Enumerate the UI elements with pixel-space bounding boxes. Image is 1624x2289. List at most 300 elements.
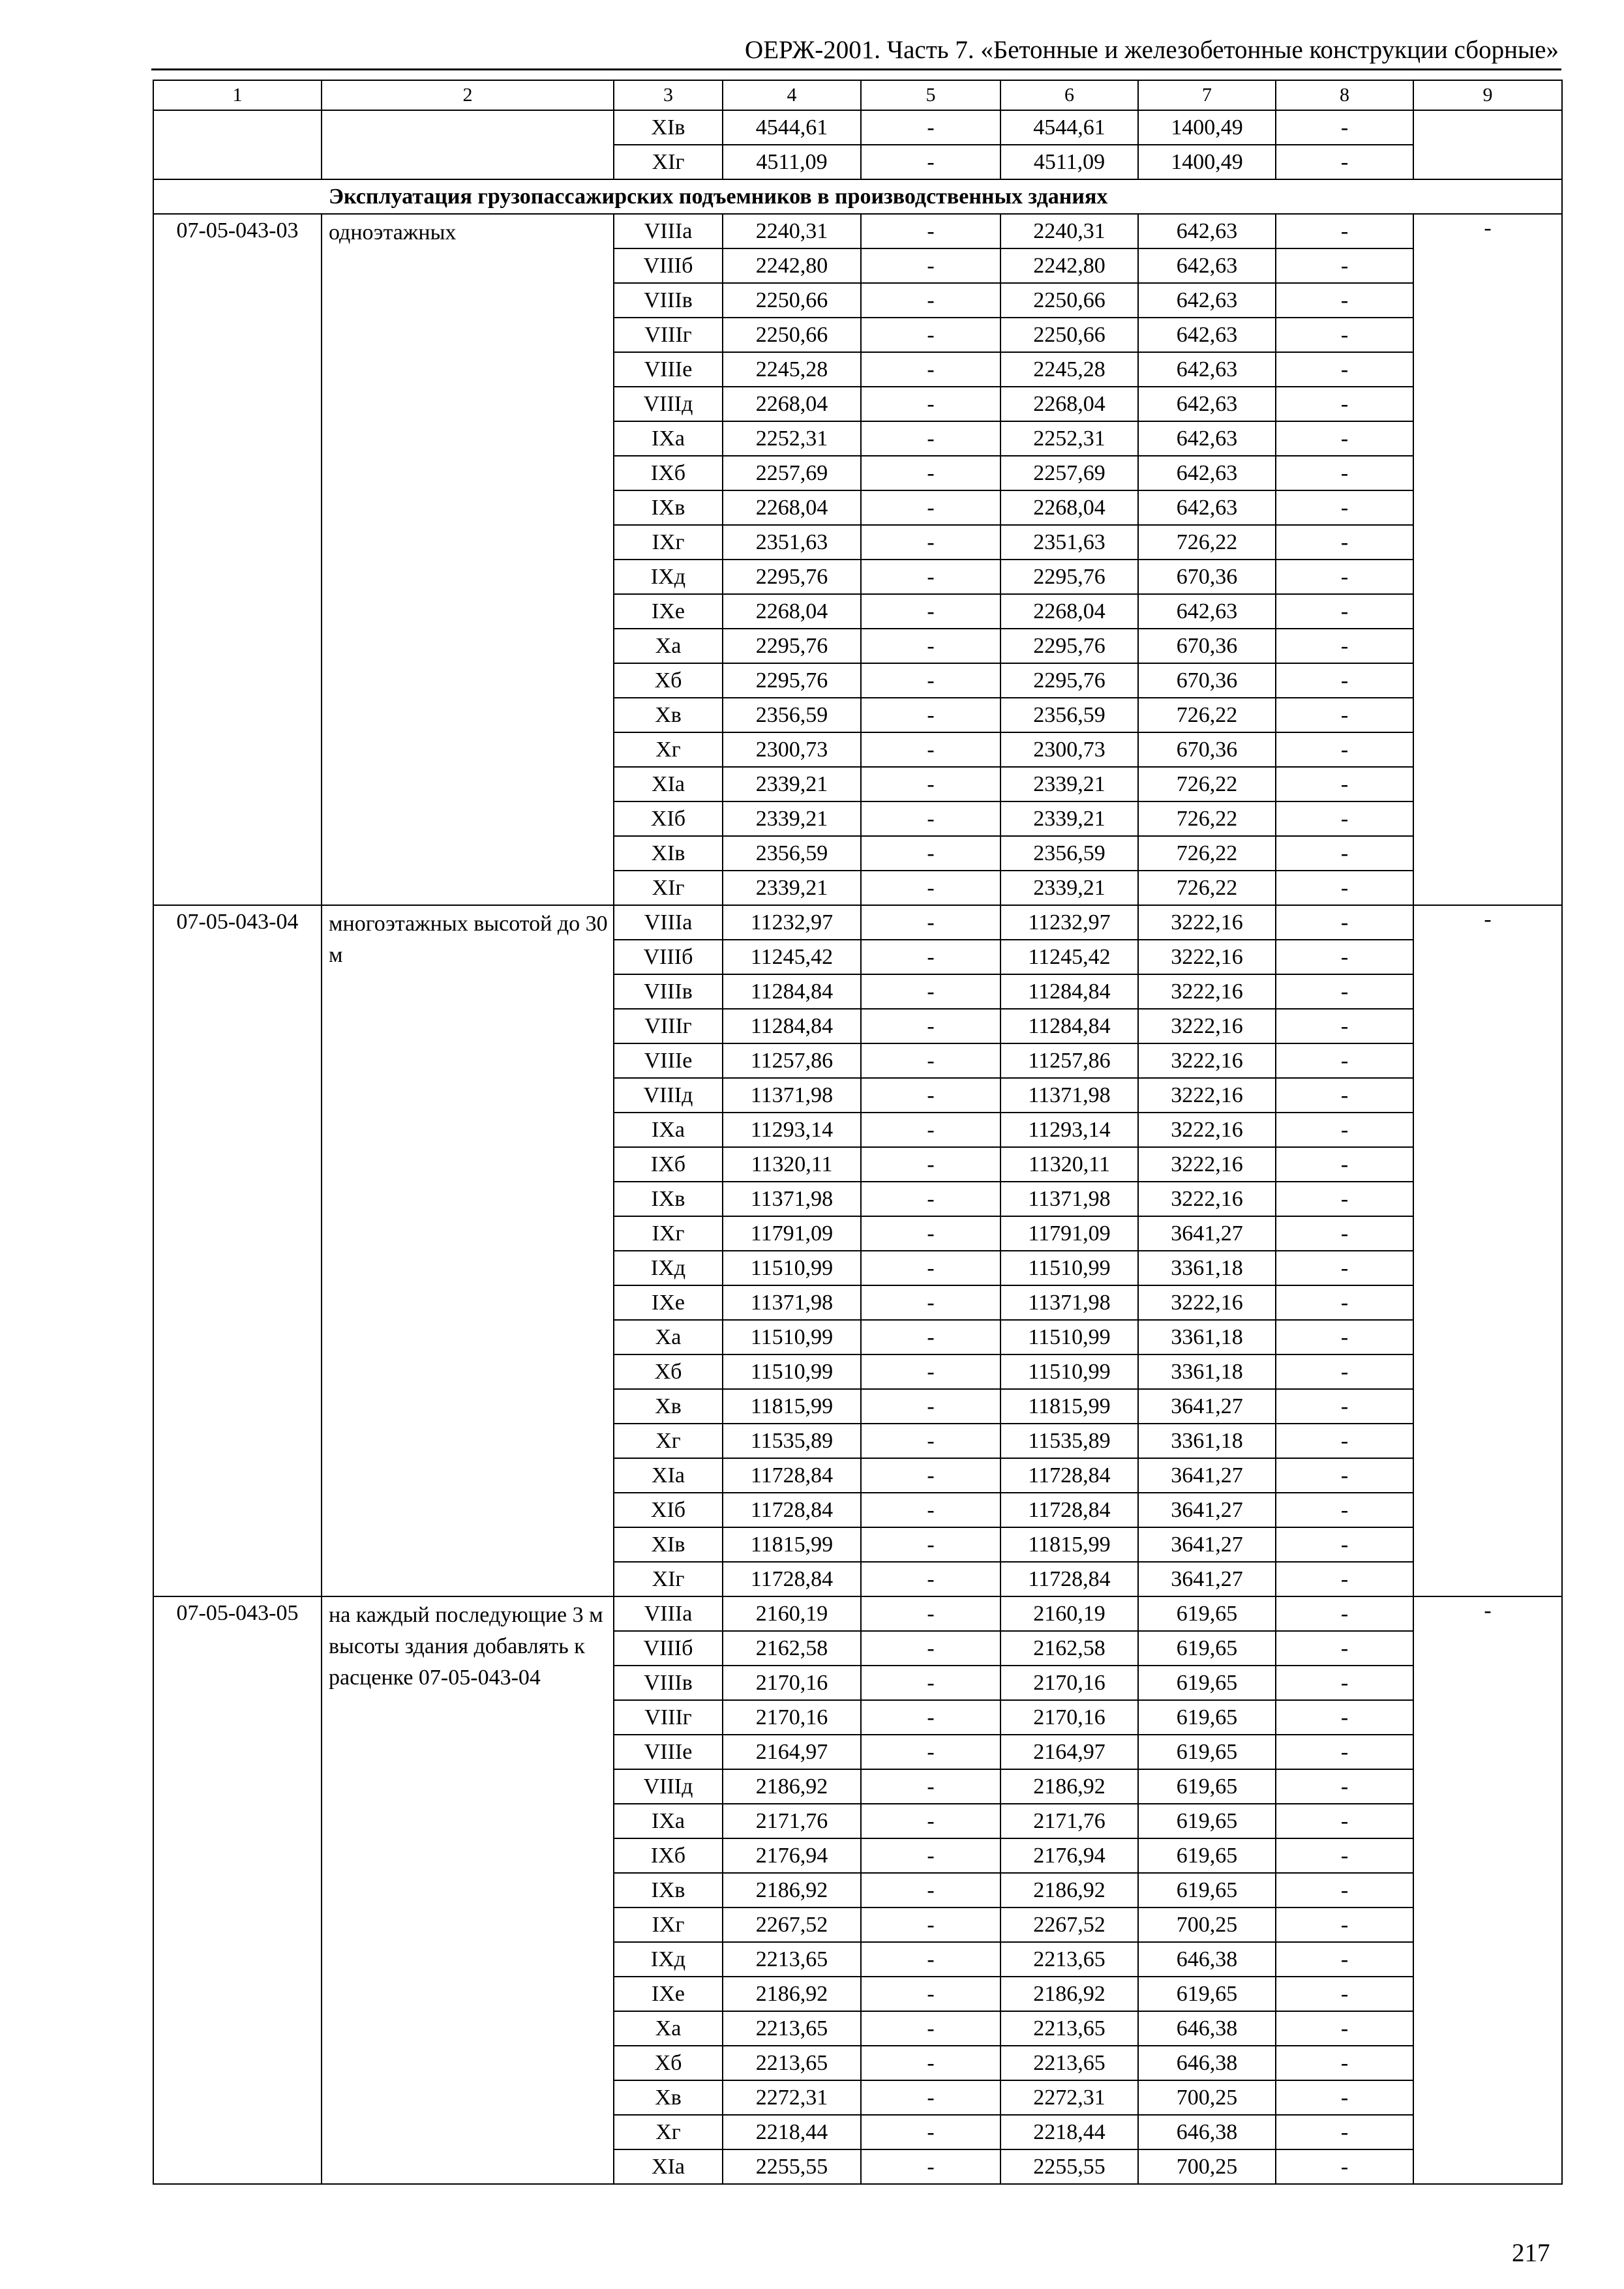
driver-wages-cell: 3222,16 <box>1138 1009 1276 1043</box>
materials-cell: - <box>1276 1977 1413 2011</box>
total-cell: 2240,31 <box>723 214 861 248</box>
total-cell: 11284,84 <box>723 1009 861 1043</box>
materials-cell: - <box>1276 421 1413 456</box>
driver-wages-cell: 642,63 <box>1138 352 1276 387</box>
driver-wages-cell: 642,63 <box>1138 387 1276 421</box>
norm-cell: VIIIе <box>614 352 723 387</box>
total-cell: 2255,55 <box>723 2149 861 2184</box>
wages-cell: - <box>861 318 1000 352</box>
wages-cell: - <box>861 1113 1000 1147</box>
driver-wages-cell: 700,25 <box>1138 2080 1276 2115</box>
driver-wages-cell: 3222,16 <box>1138 1182 1276 1216</box>
driver-wages-cell: 3641,27 <box>1138 1389 1276 1424</box>
materials-cell: - <box>1276 1666 1413 1700</box>
total-cell: 11510,99 <box>723 1354 861 1389</box>
total-cell: 2250,66 <box>723 318 861 352</box>
norm-cell: IXе <box>614 1977 723 2011</box>
total-cell: 2170,16 <box>723 1666 861 1700</box>
machines-cell: 2176,94 <box>1000 1838 1138 1873</box>
norm-cell: Xа <box>614 1320 723 1354</box>
code-cell <box>153 110 322 179</box>
section-title: Эксплуатация грузопассажирских подъемников в производственных зданиях <box>153 179 1562 214</box>
total-cell: 2339,21 <box>723 871 861 905</box>
materials-cell: - <box>1276 248 1413 283</box>
driver-wages-cell: 619,65 <box>1138 1977 1276 2011</box>
total-cell: 11535,89 <box>723 1424 861 1458</box>
machines-cell: 2213,65 <box>1000 2046 1138 2080</box>
driver-wages-cell: 3222,16 <box>1138 1113 1276 1147</box>
rate-description: одноэтажных <box>322 214 614 905</box>
driver-wages-cell: 726,22 <box>1138 871 1276 905</box>
machines-cell: 11245,42 <box>1000 940 1138 974</box>
total-cell: 11232,97 <box>723 905 861 940</box>
materials-cell: - <box>1276 110 1413 145</box>
materials-cell: - <box>1276 1700 1413 1735</box>
norm-cell: XIв <box>614 110 723 145</box>
materials-cell: - <box>1276 352 1413 387</box>
machines-cell: 2356,59 <box>1000 698 1138 732</box>
norm-cell: XIа <box>614 2149 723 2184</box>
norm-cell: IXб <box>614 456 723 490</box>
materials-cell: - <box>1276 560 1413 594</box>
column-header-row <box>153 80 1562 110</box>
total-cell: 2213,65 <box>723 1942 861 1977</box>
total-cell: 2170,16 <box>723 1700 861 1735</box>
materials-cell: - <box>1276 732 1413 767</box>
machines-cell: 11371,98 <box>1000 1078 1138 1113</box>
wages-cell: - <box>861 352 1000 387</box>
driver-wages-cell: 646,38 <box>1138 2011 1276 2046</box>
machines-cell: 2171,76 <box>1000 1804 1138 1838</box>
driver-wages-cell: 3641,27 <box>1138 1527 1276 1562</box>
materials-cell: - <box>1276 283 1413 318</box>
machines-cell: 11791,09 <box>1000 1216 1138 1251</box>
driver-wages-cell: 3361,18 <box>1138 1320 1276 1354</box>
total-cell: 2162,58 <box>723 1631 861 1666</box>
total-cell: 2295,76 <box>723 629 861 663</box>
norm-cell: VIIIе <box>614 1043 723 1078</box>
total-cell: 4511,09 <box>723 145 861 179</box>
rate-description: многоэтажных высотой до 30 м <box>322 905 614 1596</box>
total-cell: 11320,11 <box>723 1147 861 1182</box>
wages-cell: - <box>861 1735 1000 1769</box>
wages-cell: - <box>861 387 1000 421</box>
machines-cell: 2351,63 <box>1000 525 1138 560</box>
table-row <box>153 214 1562 248</box>
driver-wages-cell: 619,65 <box>1138 1769 1276 1804</box>
machines-cell: 2218,44 <box>1000 2115 1138 2149</box>
machines-cell: 11232,97 <box>1000 905 1138 940</box>
norm-cell: IXг <box>614 1216 723 1251</box>
wages-cell: - <box>861 801 1000 836</box>
machines-cell: 4511,09 <box>1000 145 1138 179</box>
materials-cell: - <box>1276 490 1413 525</box>
materials-cell: - <box>1276 1596 1413 1631</box>
wages-cell: - <box>861 1078 1000 1113</box>
col9-cell <box>1413 110 1562 179</box>
rate-code: 07-05-043-05 <box>153 1596 322 2184</box>
total-cell: 2339,21 <box>723 801 861 836</box>
wages-cell: - <box>861 1942 1000 1977</box>
description-cell <box>322 110 614 179</box>
materials-cell: - <box>1276 1631 1413 1666</box>
machines-cell: 11535,89 <box>1000 1424 1138 1458</box>
rate-description: на каждый последующие 3 м высоты здания добавлять к расценке 07-05-043-04 <box>322 1596 614 2184</box>
norm-cell: XIв <box>614 836 723 871</box>
wages-cell: - <box>861 1700 1000 1735</box>
page-header <box>151 30 1561 70</box>
total-cell: 2257,69 <box>723 456 861 490</box>
materials-cell: - <box>1276 1251 1413 1285</box>
total-cell: 2272,31 <box>723 2080 861 2115</box>
wages-cell: - <box>861 1908 1000 1942</box>
total-cell: 2186,92 <box>723 1873 861 1908</box>
rates-table-body <box>153 80 1562 2184</box>
total-cell: 11728,84 <box>723 1562 861 1596</box>
materials-cell: - <box>1276 525 1413 560</box>
wages-cell: - <box>861 1977 1000 2011</box>
total-cell: 11293,14 <box>723 1113 861 1147</box>
driver-wages-cell: 619,65 <box>1138 1700 1276 1735</box>
driver-wages-cell: 3222,16 <box>1138 1285 1276 1320</box>
norm-cell: Xб <box>614 1354 723 1389</box>
total-cell: 2186,92 <box>723 1769 861 1804</box>
machines-cell: 2213,65 <box>1000 1942 1138 1977</box>
machines-cell: 2250,66 <box>1000 283 1138 318</box>
machines-cell: 2162,58 <box>1000 1631 1138 1666</box>
driver-wages-cell: 3361,18 <box>1138 1354 1276 1389</box>
wages-cell: - <box>861 871 1000 905</box>
norm-cell: IXв <box>614 1873 723 1908</box>
machines-cell: 11293,14 <box>1000 1113 1138 1147</box>
total-cell: 2213,65 <box>723 2046 861 2080</box>
driver-wages-cell: 642,63 <box>1138 421 1276 456</box>
materials-cell: - <box>1276 1113 1413 1147</box>
driver-wages-cell: 619,65 <box>1138 1596 1276 1631</box>
total-cell: 2245,28 <box>723 352 861 387</box>
norm-cell: VIIIб <box>614 1631 723 1666</box>
machines-cell: 11728,84 <box>1000 1493 1138 1527</box>
machines-cell: 2255,55 <box>1000 2149 1138 2184</box>
column-header: 1 <box>153 80 322 110</box>
column-header: 7 <box>1138 80 1276 110</box>
materials-cell: - <box>1276 1216 1413 1251</box>
machines-cell: 2295,76 <box>1000 560 1138 594</box>
norm-cell: VIIIе <box>614 1735 723 1769</box>
wages-cell: - <box>861 1873 1000 1908</box>
total-cell: 11728,84 <box>723 1493 861 1527</box>
wages-cell: - <box>861 248 1000 283</box>
machines-cell: 2160,19 <box>1000 1596 1138 1631</box>
norm-cell: Xа <box>614 629 723 663</box>
wages-cell: - <box>861 732 1000 767</box>
machines-cell: 2356,59 <box>1000 836 1138 871</box>
machines-cell: 2170,16 <box>1000 1666 1138 1700</box>
materials-cell: - <box>1276 1873 1413 1908</box>
materials-cell: - <box>1276 387 1413 421</box>
norm-cell: VIIIв <box>614 974 723 1009</box>
column-header: 5 <box>861 80 1000 110</box>
driver-wages-cell: 3641,27 <box>1138 1216 1276 1251</box>
wages-cell: - <box>861 1596 1000 1631</box>
wages-cell: - <box>861 1009 1000 1043</box>
materials-cell: - <box>1276 871 1413 905</box>
driver-wages-cell: 3222,16 <box>1138 905 1276 940</box>
materials-cell: - <box>1276 1078 1413 1113</box>
driver-wages-cell: 3222,16 <box>1138 1147 1276 1182</box>
table-row <box>153 1596 1562 1631</box>
wages-cell: - <box>861 110 1000 145</box>
rate-code: 07-05-043-03 <box>153 214 322 905</box>
total-cell: 11510,99 <box>723 1251 861 1285</box>
total-cell: 2356,59 <box>723 698 861 732</box>
total-cell: 11371,98 <box>723 1078 861 1113</box>
materials-cell: - <box>1276 1942 1413 1977</box>
total-cell: 2171,76 <box>723 1804 861 1838</box>
materials-cell: - <box>1276 2011 1413 2046</box>
machines-cell: 2268,04 <box>1000 387 1138 421</box>
norm-cell: XIг <box>614 145 723 179</box>
column-header: 6 <box>1000 80 1138 110</box>
machines-cell: 11371,98 <box>1000 1182 1138 1216</box>
materials-cell: - <box>1276 2149 1413 2184</box>
page-number: 217 <box>1512 2239 1550 2267</box>
total-cell: 2295,76 <box>723 663 861 698</box>
wages-cell: - <box>861 421 1000 456</box>
materials-cell: - <box>1276 836 1413 871</box>
total-cell: 11791,09 <box>723 1216 861 1251</box>
wages-cell: - <box>861 560 1000 594</box>
driver-wages-cell: 642,63 <box>1138 490 1276 525</box>
section-row <box>153 179 1562 214</box>
wages-cell: - <box>861 1769 1000 1804</box>
norm-cell: XIг <box>614 871 723 905</box>
materials-cell: - <box>1276 1285 1413 1320</box>
driver-wages-cell: 619,65 <box>1138 1873 1276 1908</box>
rate-code: 07-05-043-04 <box>153 905 322 1596</box>
norm-cell: VIIIд <box>614 387 723 421</box>
norm-cell: IXа <box>614 1804 723 1838</box>
wages-cell: - <box>861 1251 1000 1285</box>
total-cell: 11510,99 <box>723 1320 861 1354</box>
wages-cell: - <box>861 1527 1000 1562</box>
norm-cell: Xг <box>614 2115 723 2149</box>
wages-cell: - <box>861 940 1000 974</box>
wages-cell: - <box>861 1666 1000 1700</box>
norm-cell: VIIIа <box>614 214 723 248</box>
driver-wages-cell: 642,63 <box>1138 318 1276 352</box>
machines-cell: 2295,76 <box>1000 663 1138 698</box>
norm-cell: IXе <box>614 594 723 629</box>
wages-cell: - <box>861 1354 1000 1389</box>
machines-cell: 11815,99 <box>1000 1389 1138 1424</box>
norm-cell: Xв <box>614 1389 723 1424</box>
norm-cell: VIIIб <box>614 248 723 283</box>
wages-cell: - <box>861 283 1000 318</box>
machines-cell: 11728,84 <box>1000 1458 1138 1493</box>
total-cell: 2300,73 <box>723 732 861 767</box>
driver-wages-cell: 726,22 <box>1138 767 1276 801</box>
total-cell: 2242,80 <box>723 248 861 283</box>
driver-wages-cell: 646,38 <box>1138 2046 1276 2080</box>
machines-cell: 2267,52 <box>1000 1908 1138 1942</box>
machines-cell: 2272,31 <box>1000 2080 1138 2115</box>
driver-wages-cell: 3222,16 <box>1138 974 1276 1009</box>
driver-wages-cell: 3361,18 <box>1138 1251 1276 1285</box>
driver-wages-cell: 619,65 <box>1138 1838 1276 1873</box>
total-cell: 11284,84 <box>723 974 861 1009</box>
norm-cell: Xв <box>614 2080 723 2115</box>
driver-wages-cell: 646,38 <box>1138 1942 1276 1977</box>
materials-cell: - <box>1276 2080 1413 2115</box>
wages-cell: - <box>861 1043 1000 1078</box>
machines-cell: 11510,99 <box>1000 1320 1138 1354</box>
materials-cell: - <box>1276 1424 1413 1458</box>
machines-cell: 2186,92 <box>1000 1769 1138 1804</box>
machines-cell: 11284,84 <box>1000 1009 1138 1043</box>
wages-cell: - <box>861 2080 1000 2115</box>
driver-wages-cell: 670,36 <box>1138 663 1276 698</box>
driver-wages-cell: 670,36 <box>1138 560 1276 594</box>
norm-cell: XIб <box>614 801 723 836</box>
machines-cell: 2257,69 <box>1000 456 1138 490</box>
wages-cell: - <box>861 1804 1000 1838</box>
machines-cell: 2186,92 <box>1000 1977 1138 2011</box>
norm-cell: VIIIг <box>614 318 723 352</box>
machines-cell: 4544,61 <box>1000 110 1138 145</box>
materials-cell: - <box>1276 1527 1413 1562</box>
materials-cell: - <box>1276 1320 1413 1354</box>
wages-cell: - <box>861 2046 1000 2080</box>
wages-cell: - <box>861 1631 1000 1666</box>
materials-cell: - <box>1276 801 1413 836</box>
norm-cell: IXе <box>614 1285 723 1320</box>
total-cell: 11245,42 <box>723 940 861 974</box>
wages-cell: - <box>861 525 1000 560</box>
materials-cell: - <box>1276 974 1413 1009</box>
norm-cell: Xб <box>614 2046 723 2080</box>
wages-cell: - <box>861 1458 1000 1493</box>
table-row <box>153 110 1562 145</box>
driver-wages-cell: 3222,16 <box>1138 1043 1276 1078</box>
wages-cell: - <box>861 145 1000 179</box>
materials-cell: - <box>1276 214 1413 248</box>
total-cell: 2176,94 <box>723 1838 861 1873</box>
norm-cell: Xб <box>614 663 723 698</box>
machines-cell: 2268,04 <box>1000 490 1138 525</box>
wages-cell: - <box>861 1320 1000 1354</box>
column-header: 2 <box>322 80 614 110</box>
norm-cell: XIв <box>614 1527 723 1562</box>
wages-cell: - <box>861 905 1000 940</box>
machines-cell: 2339,21 <box>1000 801 1138 836</box>
total-cell: 2351,63 <box>723 525 861 560</box>
machines-cell: 11371,98 <box>1000 1285 1138 1320</box>
norm-cell: IXд <box>614 1251 723 1285</box>
norm-cell: VIIIв <box>614 283 723 318</box>
materials-cell: - <box>1276 1769 1413 1804</box>
driver-wages-cell: 3641,27 <box>1138 1493 1276 1527</box>
machines-cell: 11510,99 <box>1000 1251 1138 1285</box>
col9-cell: - <box>1413 1596 1562 2184</box>
norm-cell: VIIIа <box>614 1596 723 1631</box>
materials-cell: - <box>1276 1354 1413 1389</box>
materials-cell: - <box>1276 1804 1413 1838</box>
materials-cell: - <box>1276 1735 1413 1769</box>
total-cell: 11815,99 <box>723 1527 861 1562</box>
total-cell: 2186,92 <box>723 1977 861 2011</box>
document-title: ОЕРЖ-2001. Часть 7. «Бетонные и железобетонные конструкции сборные» <box>745 36 1559 64</box>
driver-wages-cell: 642,63 <box>1138 594 1276 629</box>
wages-cell: - <box>861 663 1000 698</box>
total-cell: 2356,59 <box>723 836 861 871</box>
norm-cell: IXг <box>614 525 723 560</box>
norm-cell: XIа <box>614 767 723 801</box>
total-cell: 2295,76 <box>723 560 861 594</box>
materials-cell: - <box>1276 1838 1413 1873</box>
norm-cell: IXб <box>614 1838 723 1873</box>
norm-cell: VIIIа <box>614 905 723 940</box>
wages-cell: - <box>861 1493 1000 1527</box>
driver-wages-cell: 3641,27 <box>1138 1562 1276 1596</box>
norm-cell: Xг <box>614 1424 723 1458</box>
norm-cell: XIг <box>614 1562 723 1596</box>
wages-cell: - <box>861 1285 1000 1320</box>
table-row <box>153 905 1562 940</box>
materials-cell: - <box>1276 2115 1413 2149</box>
wages-cell: - <box>861 2149 1000 2184</box>
machines-cell: 11815,99 <box>1000 1527 1138 1562</box>
wages-cell: - <box>861 629 1000 663</box>
materials-cell: - <box>1276 594 1413 629</box>
column-header: 8 <box>1276 80 1413 110</box>
materials-cell: - <box>1276 940 1413 974</box>
driver-wages-cell: 3222,16 <box>1138 940 1276 974</box>
machines-cell: 2252,31 <box>1000 421 1138 456</box>
norm-cell: Xв <box>614 698 723 732</box>
wages-cell: - <box>861 1182 1000 1216</box>
driver-wages-cell: 619,65 <box>1138 1666 1276 1700</box>
wages-cell: - <box>861 1389 1000 1424</box>
materials-cell: - <box>1276 2046 1413 2080</box>
norm-cell: VIIIб <box>614 940 723 974</box>
machines-cell: 2213,65 <box>1000 2011 1138 2046</box>
total-cell: 2267,52 <box>723 1908 861 1942</box>
norm-cell: XIб <box>614 1493 723 1527</box>
driver-wages-cell: 642,63 <box>1138 248 1276 283</box>
total-cell: 11815,99 <box>723 1389 861 1424</box>
norm-cell: VIIIг <box>614 1009 723 1043</box>
total-cell: 2218,44 <box>723 2115 861 2149</box>
total-cell: 11257,86 <box>723 1043 861 1078</box>
machines-cell: 2339,21 <box>1000 767 1138 801</box>
norm-cell: VIIIг <box>614 1700 723 1735</box>
wages-cell: - <box>861 2011 1000 2046</box>
machines-cell: 2240,31 <box>1000 214 1138 248</box>
machines-cell: 11257,86 <box>1000 1043 1138 1078</box>
driver-wages-cell: 619,65 <box>1138 1735 1276 1769</box>
driver-wages-cell: 646,38 <box>1138 2115 1276 2149</box>
machines-cell: 2250,66 <box>1000 318 1138 352</box>
total-cell: 2268,04 <box>723 594 861 629</box>
machines-cell: 11510,99 <box>1000 1354 1138 1389</box>
norm-cell: IXв <box>614 1182 723 1216</box>
machines-cell: 2295,76 <box>1000 629 1138 663</box>
wages-cell: - <box>861 767 1000 801</box>
materials-cell: - <box>1276 1182 1413 1216</box>
wages-cell: - <box>861 1216 1000 1251</box>
driver-wages-cell: 726,22 <box>1138 836 1276 871</box>
